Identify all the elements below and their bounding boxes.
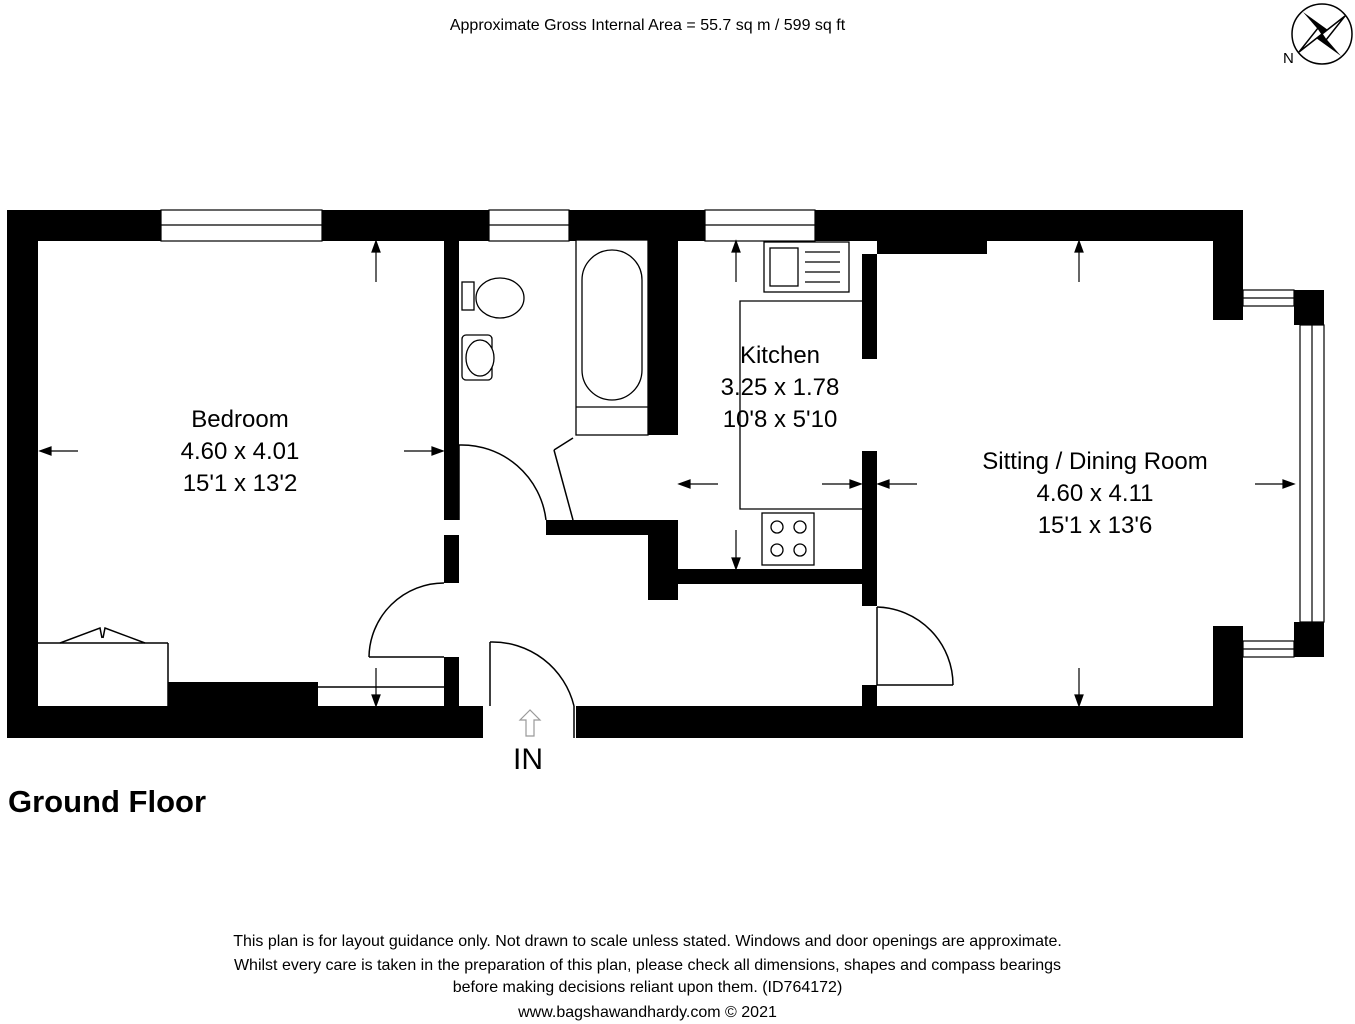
room-name: Sitting / Dining Room	[982, 448, 1208, 475]
entrance-arrow-icon	[520, 710, 540, 736]
compass-north-label: N	[1283, 50, 1294, 67]
floor-title: Ground Floor	[8, 784, 207, 819]
disclaimer-line: This plan is for layout guidance only. Not drawn to scale unless stated. Windows and door openings are approximate.	[233, 933, 1062, 950]
room-label-bedroom	[140, 404, 340, 500]
room-label-sitting-dining	[940, 446, 1250, 542]
bathroom-fixtures	[462, 240, 648, 435]
compass-icon	[1292, 4, 1352, 64]
website-credit: www.bagshawandhardy.com © 2021	[518, 1004, 777, 1021]
room-label-kitchen	[680, 340, 880, 436]
room-metric: 3.25 x 1.78	[720, 374, 840, 401]
entrance-label: IN	[513, 743, 543, 776]
room-metric: 4.60 x 4.01	[180, 438, 300, 465]
room-imperial: 10'8 x 5'10	[722, 406, 838, 433]
disclaimer-line: Whilst every care is taken in the preparation of this plan, please check all dimensions, shapes and compass bearings	[233, 957, 1062, 974]
disclaimer-line: before making decisions reliant upon them. (ID764172)	[452, 979, 843, 996]
room-imperial: 15'1 x 13'6	[1037, 512, 1153, 539]
room-name: Bedroom	[191, 406, 289, 433]
gross-area-label: Approximate Gross Internal Area = 55.7 sq m / 599 sq ft	[449, 17, 846, 34]
room-metric: 4.60 x 4.11	[1036, 480, 1154, 507]
room-imperial: 15'1 x 13'2	[182, 470, 298, 497]
room-name: Kitchen	[739, 342, 821, 369]
